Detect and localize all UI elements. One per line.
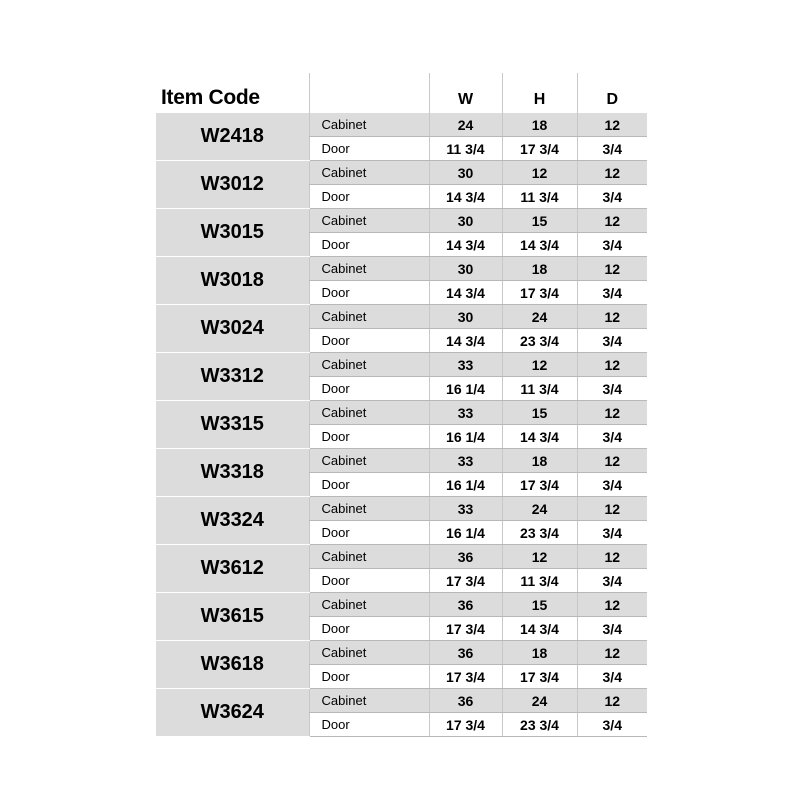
table-row-cabinet (156, 449, 647, 473)
table-row-cabinet (156, 641, 647, 665)
part-type-label: Cabinet (309, 401, 429, 425)
width-value: 33 (429, 449, 502, 473)
part-type-label: Door (309, 521, 429, 545)
width-value: 33 (429, 353, 502, 377)
width-value: 30 (429, 209, 502, 233)
depth-value: 3/4 (577, 185, 647, 209)
height-value: 23 3/4 (502, 713, 577, 737)
height-value: 12 (502, 161, 577, 185)
width-value: 17 3/4 (429, 617, 502, 641)
depth-value: 12 (577, 161, 647, 185)
part-type-label: Cabinet (309, 209, 429, 233)
table-row-cabinet (156, 545, 647, 569)
depth-value: 3/4 (577, 521, 647, 545)
width-value: 14 3/4 (429, 281, 502, 305)
width-value: 14 3/4 (429, 233, 502, 257)
width-value: 36 (429, 689, 502, 713)
header-item-code: Item Code (161, 86, 260, 109)
table-row-cabinet (156, 257, 647, 281)
height-value: 24 (502, 689, 577, 713)
depth-value: 12 (577, 545, 647, 569)
header-width: W (429, 73, 502, 113)
depth-value: 12 (577, 209, 647, 233)
height-value: 11 3/4 (502, 377, 577, 401)
part-type-label: Door (309, 473, 429, 497)
height-value: 23 3/4 (502, 521, 577, 545)
width-value: 16 1/4 (429, 425, 502, 449)
height-value: 23 3/4 (502, 329, 577, 353)
width-value: 11 3/4 (429, 137, 502, 161)
depth-value: 12 (577, 497, 647, 521)
height-value: 18 (502, 113, 577, 137)
height-value: 17 3/4 (502, 281, 577, 305)
part-type-label: Door (309, 665, 429, 689)
part-type-label: Cabinet (309, 593, 429, 617)
width-value: 36 (429, 641, 502, 665)
height-value: 24 (502, 305, 577, 329)
height-value: 15 (502, 209, 577, 233)
depth-value: 12 (577, 689, 647, 713)
part-type-label: Door (309, 185, 429, 209)
depth-value: 12 (577, 113, 647, 137)
part-type-label: Door (309, 377, 429, 401)
table-row-cabinet (156, 497, 647, 521)
table-row-cabinet (156, 689, 647, 713)
depth-value: 12 (577, 257, 647, 281)
depth-value: 3/4 (577, 281, 647, 305)
part-type-label: Door (309, 569, 429, 593)
depth-value: 3/4 (577, 713, 647, 737)
depth-value: 3/4 (577, 425, 647, 449)
width-value: 14 3/4 (429, 329, 502, 353)
width-value: 30 (429, 161, 502, 185)
part-type-label: Door (309, 137, 429, 161)
depth-value: 3/4 (577, 569, 647, 593)
part-type-label: Door (309, 713, 429, 737)
width-value: 14 3/4 (429, 185, 502, 209)
table-row-cabinet (156, 401, 647, 425)
width-value: 24 (429, 113, 502, 137)
item-code: W3018 (156, 257, 309, 305)
height-value: 18 (502, 449, 577, 473)
depth-value: 3/4 (577, 329, 647, 353)
height-value: 15 (502, 401, 577, 425)
item-code: W3615 (156, 593, 309, 641)
height-value: 12 (502, 353, 577, 377)
depth-value: 12 (577, 449, 647, 473)
part-type-label: Cabinet (309, 545, 429, 569)
part-type-label: Cabinet (309, 497, 429, 521)
width-value: 16 1/4 (429, 377, 502, 401)
part-type-label: Cabinet (309, 257, 429, 281)
depth-value: 3/4 (577, 617, 647, 641)
table-row-cabinet (156, 593, 647, 617)
part-type-label: Cabinet (309, 305, 429, 329)
depth-value: 3/4 (577, 233, 647, 257)
header-depth: D (577, 73, 647, 113)
header-type (309, 73, 429, 113)
part-type-label: Cabinet (309, 689, 429, 713)
table-body (156, 113, 647, 737)
header-row (156, 73, 647, 113)
height-value: 17 3/4 (502, 137, 577, 161)
item-code: W3024 (156, 305, 309, 353)
height-value: 11 3/4 (502, 185, 577, 209)
depth-value: 12 (577, 353, 647, 377)
width-value: 33 (429, 401, 502, 425)
dimension-sheet (156, 73, 647, 737)
depth-value: 12 (577, 401, 647, 425)
part-type-label: Cabinet (309, 161, 429, 185)
height-value: 17 3/4 (502, 665, 577, 689)
part-type-label: Door (309, 329, 429, 353)
table-row-cabinet (156, 113, 647, 137)
height-value: 14 3/4 (502, 617, 577, 641)
width-value: 36 (429, 593, 502, 617)
item-code: W3618 (156, 641, 309, 689)
item-code: W2418 (156, 113, 309, 161)
item-code: W3612 (156, 545, 309, 593)
part-type-label: Door (309, 281, 429, 305)
part-type-label: Cabinet (309, 449, 429, 473)
table-row-cabinet (156, 161, 647, 185)
depth-value: 3/4 (577, 377, 647, 401)
table-row-cabinet (156, 209, 647, 233)
depth-value: 12 (577, 593, 647, 617)
table-row-cabinet (156, 305, 647, 329)
height-value: 15 (502, 593, 577, 617)
width-value: 17 3/4 (429, 569, 502, 593)
height-value: 18 (502, 257, 577, 281)
part-type-label: Cabinet (309, 353, 429, 377)
height-value: 14 3/4 (502, 425, 577, 449)
height-value: 12 (502, 545, 577, 569)
height-value: 17 3/4 (502, 473, 577, 497)
depth-value: 12 (577, 305, 647, 329)
dimension-table (156, 73, 647, 737)
width-value: 33 (429, 497, 502, 521)
depth-value: 12 (577, 641, 647, 665)
item-code: W3624 (156, 689, 309, 737)
part-type-label: Cabinet (309, 641, 429, 665)
item-code: W3315 (156, 401, 309, 449)
width-value: 30 (429, 305, 502, 329)
height-value: 14 3/4 (502, 233, 577, 257)
part-type-label: Cabinet (309, 113, 429, 137)
width-value: 36 (429, 545, 502, 569)
part-type-label: Door (309, 233, 429, 257)
depth-value: 3/4 (577, 137, 647, 161)
depth-value: 3/4 (577, 473, 647, 497)
table-row-cabinet (156, 353, 647, 377)
header-height: H (502, 73, 577, 113)
height-value: 11 3/4 (502, 569, 577, 593)
part-type-label: Door (309, 617, 429, 641)
width-value: 16 1/4 (429, 473, 502, 497)
item-code: W3324 (156, 497, 309, 545)
width-value: 30 (429, 257, 502, 281)
part-type-label: Door (309, 425, 429, 449)
height-value: 18 (502, 641, 577, 665)
width-value: 16 1/4 (429, 521, 502, 545)
item-code: W3012 (156, 161, 309, 209)
item-code: W3312 (156, 353, 309, 401)
width-value: 17 3/4 (429, 665, 502, 689)
depth-value: 3/4 (577, 665, 647, 689)
height-value: 24 (502, 497, 577, 521)
width-value: 17 3/4 (429, 713, 502, 737)
item-code: W3015 (156, 209, 309, 257)
item-code: W3318 (156, 449, 309, 497)
